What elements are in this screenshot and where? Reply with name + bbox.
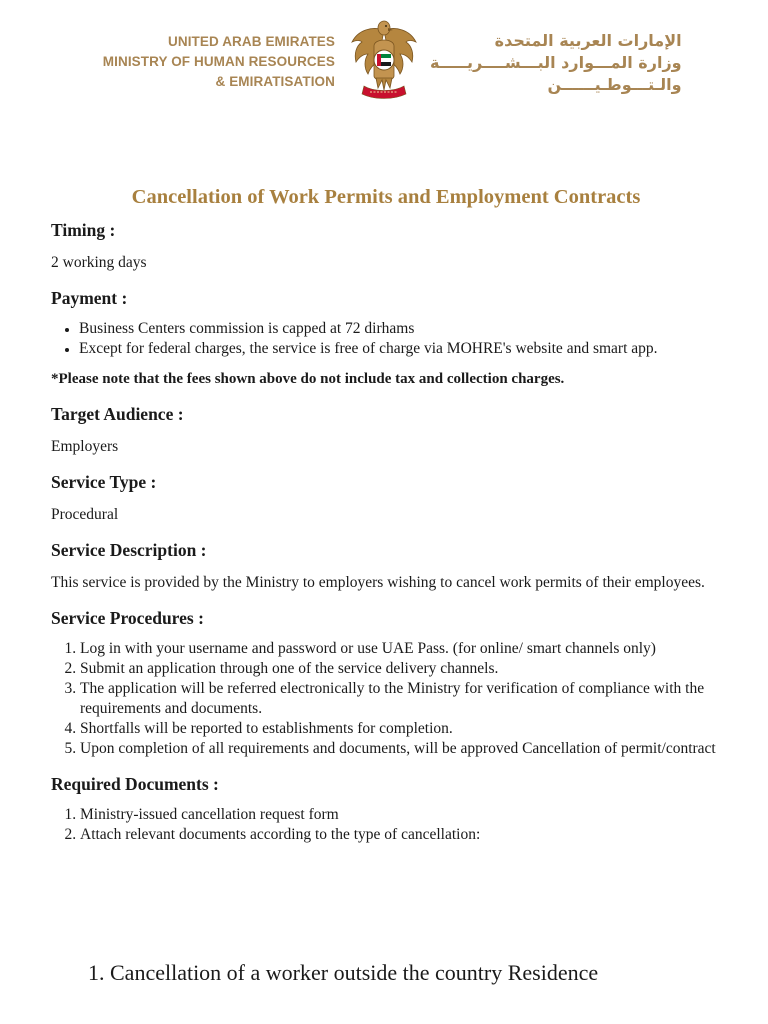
ministry-name-english xyxy=(103,32,335,92)
timing-heading: Timing : xyxy=(51,220,116,240)
header-ar-line-1: الإمارات العربية المتحدة xyxy=(494,31,682,50)
header-en-line-2: MINISTRY OF HUMAN RESOURCES xyxy=(102,54,335,69)
cut-off-sub-item-text: 1. Cancellation of a worker outside the country Residence xyxy=(88,960,599,985)
required-documents-list xyxy=(51,805,721,845)
payment-item: • Except for federal charges, the service is free of charge via MOHRE's website and smart app. xyxy=(79,339,721,359)
header-ar-line-2: وزارة المـــوارد البـــشــــريـــــة xyxy=(430,53,682,72)
payment-heading: Payment : xyxy=(51,288,128,308)
payment-list xyxy=(51,319,721,359)
timing-value: 2 working days xyxy=(51,254,147,271)
target-audience-value: Employers xyxy=(51,438,119,455)
service-type-heading: Service Type : xyxy=(51,472,157,492)
service-type-value: Procedural xyxy=(51,506,119,523)
document-item: 1. Ministry-issued cancellation request form xyxy=(80,805,721,825)
header-en-line-1: UNITED ARAB EMIRATES xyxy=(168,34,335,49)
document-item: 2. Attach relevant documents according to the type of cancellation: xyxy=(80,825,721,845)
ministry-name-arabic xyxy=(430,30,682,96)
procedure-item: 3. The application will be referred electronically to the Ministry for verification of compliance with the requirements and documents. xyxy=(80,679,721,719)
service-procedures-heading: Service Procedures : xyxy=(51,608,204,628)
required-documents-heading: Required Documents : xyxy=(51,774,219,794)
uae-eagle-emblem-icon xyxy=(348,16,420,100)
service-description-heading: Service Description : xyxy=(51,540,207,560)
target-audience-heading: Target Audience : xyxy=(51,404,184,424)
page-header xyxy=(0,16,768,106)
procedure-item: 5. Upon completion of all requirements and documents, will be approved Cancellation of permit/contract xyxy=(80,739,721,759)
header-en-line-3: & EMIRATISATION xyxy=(215,74,335,89)
fees-note: *Please note that the fees shown above do not include tax and collection charges. xyxy=(51,371,565,387)
payment-item: • Business Centers commission is capped at 72 dirhams xyxy=(79,319,721,339)
header-ar-line-3: والـتـــوطـيــــــن xyxy=(547,75,682,94)
procedure-item: 4. Shortfalls will be reported to establishments for completion. xyxy=(80,719,721,739)
service-description-value: This service is provided by the Ministry to employers wishing to cancel work permits of their employees. xyxy=(51,574,705,591)
service-procedures-list xyxy=(51,639,721,759)
document-body xyxy=(51,186,721,859)
document-title: Cancellation of Work Permits and Employment Contracts xyxy=(131,186,641,208)
procedure-item: 1. Log in with your username and password or use UAE Pass. (for online/ smart channels only) xyxy=(80,639,721,659)
cut-off-sub-item xyxy=(0,958,768,985)
procedure-item: 2. Submit an application through one of the service delivery channels. xyxy=(80,659,721,679)
